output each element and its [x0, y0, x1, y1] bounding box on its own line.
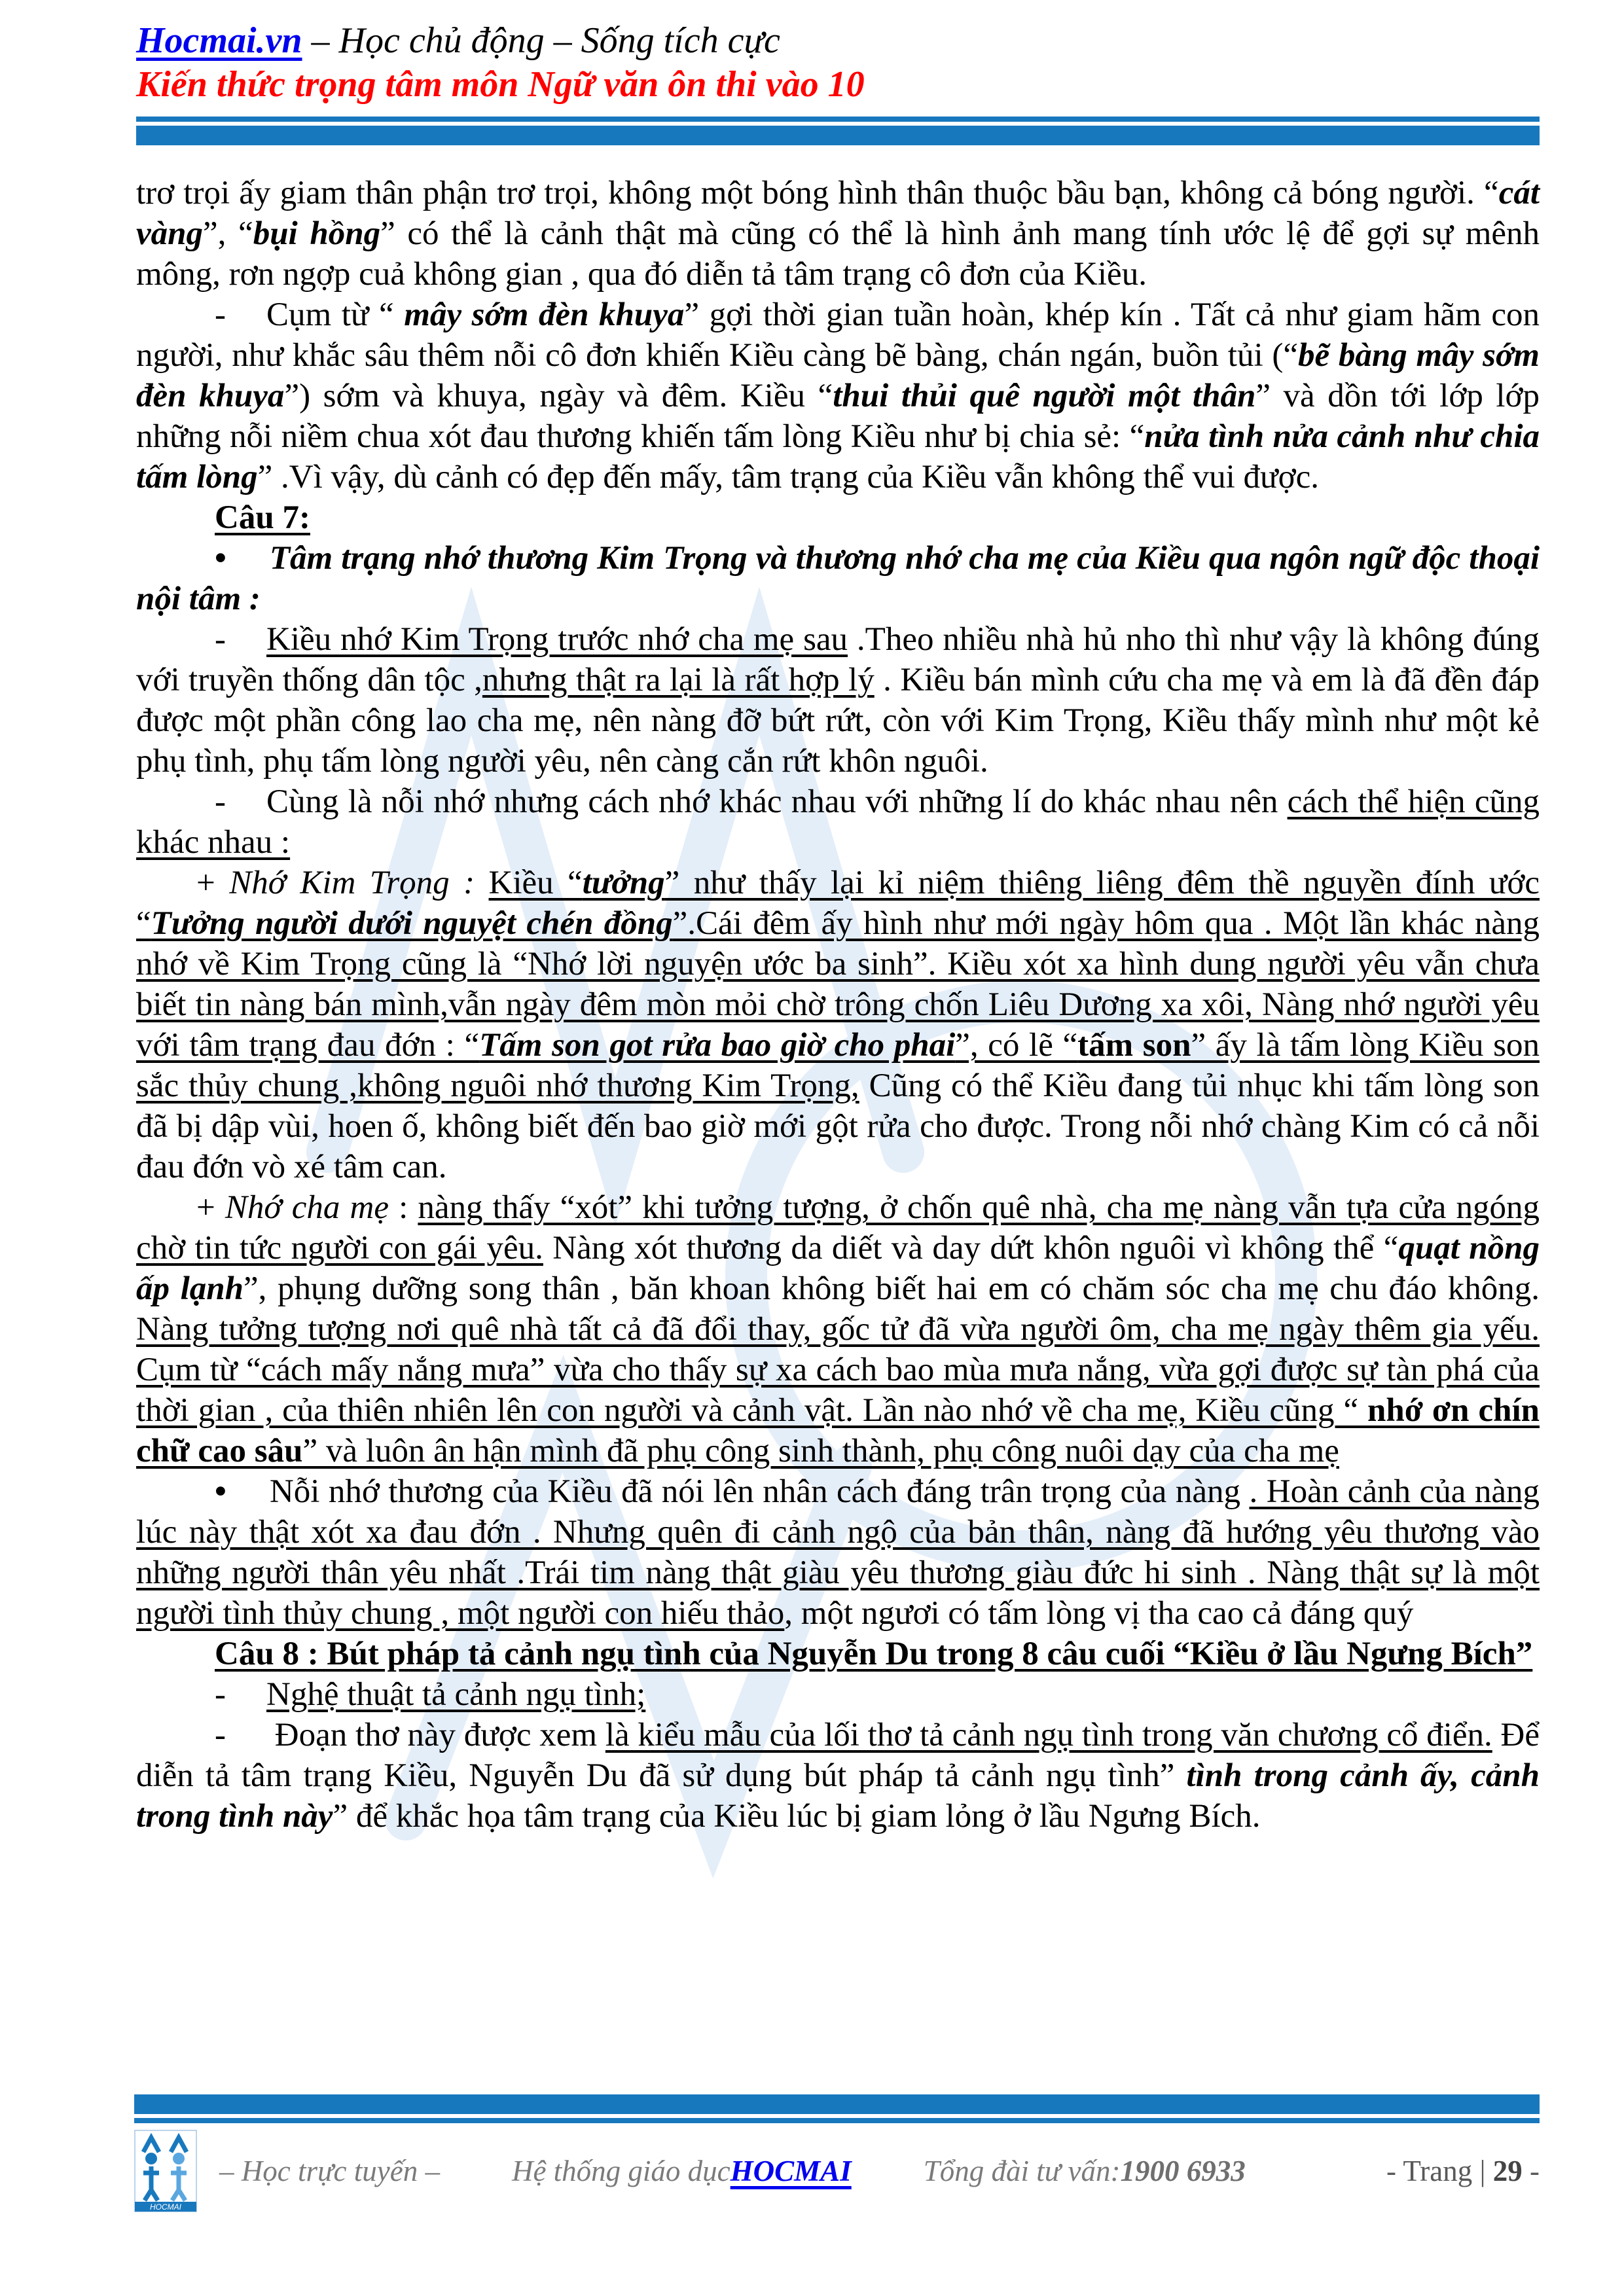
hocmai-brand-link[interactable]: Hocmai.vn	[136, 20, 302, 61]
text-run: Nàng tưởng tượng nơi quê nhà tất cả đã đổi thay, gốc tử đã vừa người ôm, cha mẹ ngày thêm gia yếu. Cụm từ “cách mấy nắng mưa” vừa cho thấy sự xa cách bao mùa mưa nắng, vừa gợi được sự tàn phá của thời gian , của thiên nhiên lên con người và cảnh vật. Lần nào nhớ về cha mẹ, Kiều cũng “	[136, 1311, 1540, 1429]
text-run: •	[215, 540, 226, 577]
text-run: Nhớ Kim Trọng :	[229, 865, 489, 901]
text-run: .Theo nhiều nhà hủ nho thì như vậy là không đúng với truyền thống dân tộc ,	[136, 621, 1540, 698]
footer-row	[134, 2130, 1540, 2212]
footer-rule-thick	[134, 2094, 1540, 2114]
text-run: mây sớm đèn khuya	[404, 296, 685, 333]
header-subtitle: Kiến thức trọng tâm môn Ngữ văn ôn thi vào 10	[136, 64, 865, 105]
page-header	[0, 0, 1624, 145]
text-run: -	[215, 1676, 226, 1713]
header-rule-thin	[136, 117, 1540, 122]
logo-text: HOCMAI	[150, 2202, 181, 2212]
text-run: ” như thấy lại kỉ niệm thiêng liêng đêm thề nguyền đính ước “	[136, 865, 1540, 942]
text-run: Nghệ thuật tả cảnh ngụ tình;	[266, 1676, 646, 1713]
footer-phone-number: 1900 6933	[1120, 2155, 1246, 2187]
document-body	[0, 145, 1624, 1837]
paragraph	[136, 173, 1540, 295]
header-rule-thick	[136, 126, 1540, 145]
footer-left2: Hệ thống giáo dục	[511, 2155, 731, 2187]
text-run: Để diễn tả tâm trạng Kiều, Nguyễn Du đã sử dụng bút pháp tả cảnh ngụ tình”	[136, 1717, 1540, 1794]
footer-rule-thin	[134, 2118, 1540, 2123]
text-run: tình trong cảnh ấy, cảnh trong tình này	[136, 1757, 1540, 1835]
text-run: thui thủi quê người một thân	[833, 378, 1256, 414]
paragraph	[136, 295, 1540, 497]
text-run: tưởng	[582, 865, 665, 901]
text-run: bụi hồng	[253, 215, 381, 252]
paragraph	[136, 619, 1540, 781]
text-run: ”, có lẽ “	[955, 1027, 1078, 1064]
text-run: ” ấy là tấm lòng Kiều son sắc thủy chung ,không nguôi nhớ thương Kim Trọng,	[136, 1027, 1540, 1104]
text-run: ” và luôn ân hận mình đã phụ công sinh thành, phụ công nuôi dạy của cha mẹ	[302, 1433, 1339, 1469]
footer-page-indicator: - Trang | 29 -	[1386, 2155, 1540, 2187]
text-run: trơ trọi ấy giam thân phận trơ trọi, không một bóng hình thân thuộc bầu bạn, không cả bóng người. “	[136, 175, 1499, 211]
page-footer	[0, 2094, 1624, 2212]
text-run: ” để khắc họa tâm trạng của Kiều lúc bị giam lỏng ở lầu Ngưng Bích.	[333, 1798, 1261, 1835]
header-tagline-row	[136, 18, 1540, 63]
text-run: Đoạn thơ này được xem	[266, 1717, 605, 1753]
text-run: +	[196, 1189, 225, 1226]
text-run: ”.Cái đêm ấy hình như mới ngày hôm qua . Một lần khác nàng nhớ về Kim Trọng cũng là “Nhớ lời nguyện ước ba sinh”. Kiều xót xa hình dung người yêu vẫn chưa biết tin nàng bán mình,vẫn ngày đêm mòn mỏi chờ trông chốn Liêu Dương xa xôi, Nàng nhớ người yêu với tâm trạng đau đớn : “	[136, 905, 1540, 1064]
text-run: Cũng có thể Kiều đang tủi nhục khi tấm lòng son đã bị dập vùi, hoen ố, không biết đến bao giờ mới gột rửa cho được. Trong nỗi nhớ chàng Kim có cả nỗi đau đớn vò xé tâm can.	[136, 1067, 1540, 1185]
paragraph	[136, 1187, 1540, 1471]
text-run: Câu 8 : Bút pháp tả cảnh ngụ tình của Nguyễn Du trong 8 câu cuối “Kiều ở lầu Ngưng Bích”	[215, 1636, 1533, 1672]
text-run: ” gợi thời gian tuần hoàn, khép kín . Tất cả như giam hãm con người, như khắc sâu thêm nỗi cô đơn khiến Kiều càng bẽ bàng, chán ngán, buồn tủi (“	[136, 296, 1540, 374]
text-run: -	[215, 621, 226, 658]
text-run: Kiều “	[488, 865, 583, 901]
text-run: Tâm trạng nhớ thương Kim Trọng và thương nhớ cha mẹ của Kiều qua ngôn ngữ độc thoại nội tâm :	[136, 540, 1540, 617]
text-run: :	[388, 1189, 418, 1226]
text-run: +	[196, 865, 230, 901]
text-run: . Kiều bán mình cứu cha mẹ và em là đã đền đáp được một phần công lao cha mẹ, nên nàng đỡ bứt rứt, còn với Kim Trọng, Kiều thấy mình như một kẻ phụ tình, phụ tấm lòng người yêu, nên càng cắn rứt khôn nguôi.	[136, 662, 1540, 780]
text-run: Cùng là nỗi nhớ nhưng cách nhớ khác nhau với những lí do khác nhau nên	[266, 783, 1288, 820]
footer-support-label: Tổng đài tư vấn:	[923, 2155, 1121, 2187]
text-run: -	[215, 1717, 226, 1753]
text-run: •	[215, 1473, 226, 1510]
text-run: Tưởng người dưới nguyệt chén đồng	[151, 905, 673, 942]
text-run: -	[215, 783, 226, 820]
paragraph	[136, 863, 1540, 1187]
text-run: quạt nồng ấp lạnh	[136, 1230, 1540, 1307]
text-run: -	[215, 296, 226, 333]
paragraph	[136, 538, 1540, 619]
text-run: cách thể hiện cũng khác nhau :	[136, 783, 1540, 861]
text-run: Câu 7:	[215, 499, 310, 536]
text-run: ” có thể là cảnh thật mà cũng có thể là hình ảnh mang tính ước lệ để gợi sự mênh mông, rơn ngợp cuả không gian , qua đó diễn tả tâm trạng cô đơn của Kiều.	[136, 215, 1540, 293]
text-run: Cụm từ “	[266, 296, 405, 333]
text-run: ” .Vì vậy, dù cảnh có đẹp đến mấy, tâm trạng của Kiều vẫn không thể vui được.	[257, 459, 1320, 495]
footer-hocmai-link[interactable]: HOCMAI	[730, 2155, 852, 2187]
text-run: nàng thấy “xót” khi tưởng tượng, ở chốn quê nhà, cha mẹ nàng vẫn tựa cửa ngóng chờ tin tức người con gái yêu.	[136, 1189, 1540, 1266]
text-run: . Hoàn cảnh của nàng lúc này thật xót xa đau đớn . Nhưng quên đi cảnh ngộ của bản thân, nàng đã hướng yêu thương vào những người thân yêu nhất .Trái tim nàng thật giàu yêu thương giàu đức hi sinh . Nàng thật sự là một người tình thủy chung , một người con hiếu thảo	[136, 1473, 1540, 1632]
text-run: ”, “	[203, 215, 253, 252]
text-run: Nỗi nhớ thương của Kiều đã nói lên nhân cách đáng trân trọng của nàng	[269, 1473, 1250, 1510]
paragraph	[136, 497, 1540, 538]
paragraph	[136, 1715, 1540, 1837]
page-number: 29	[1492, 2155, 1523, 2187]
paragraph	[136, 781, 1540, 863]
text-run: Kiều nhớ Kim Trọng trước nhớ cha mẹ sau	[266, 621, 848, 658]
text-run: bẽ bàng mây sớm đèn khuya	[136, 337, 1540, 414]
header-tagline: – Học chủ động – Sống tích cực	[302, 20, 780, 61]
text-run: nhớ ơn chín chữ cao sâu	[136, 1392, 1540, 1469]
text-run: nửa tình nửa cảnh như chia tấm lòng	[136, 418, 1540, 495]
paragraph	[136, 1674, 1540, 1715]
paragraph	[136, 1471, 1540, 1634]
text-run: tấm son	[1077, 1027, 1191, 1064]
hocmai-logo-icon	[134, 2130, 197, 2212]
text-run: là kiểu mẫu của lối thơ tả cảnh ngụ tình trong văn chương cổ điển.	[605, 1717, 1492, 1753]
text-run: , một ngươi có tấm lòng vị tha cao cả đáng quý	[784, 1595, 1414, 1632]
text-run: nhưng thật ra lại là rất hợp lý	[482, 662, 875, 698]
text-run: ” và dồn tới lớp lớp những nỗi niềm chua xót đau thương khiến tấm lòng Kiều như bị chia sẻ: “	[136, 378, 1540, 455]
text-run: ”) sớm và khuya, ngày và đêm. Kiều “	[284, 378, 833, 414]
text-run: cát vàng	[136, 175, 1540, 252]
text-run: ”, phụng dưỡng song thân , băn khoan không biết hai em có chăm sóc cha mẹ chu đáo không.	[243, 1270, 1540, 1307]
text-run: Nàng xót thương da diết và day dứt khôn nguôi vì không thể “	[543, 1230, 1399, 1266]
text-run: Tấm son got rửa bao giờ cho phai	[479, 1027, 956, 1064]
footer-left1: – Học trực tuyến –	[219, 2155, 440, 2187]
text-run: Nhớ cha mẹ	[225, 1189, 389, 1226]
paragraph	[136, 1634, 1540, 1674]
